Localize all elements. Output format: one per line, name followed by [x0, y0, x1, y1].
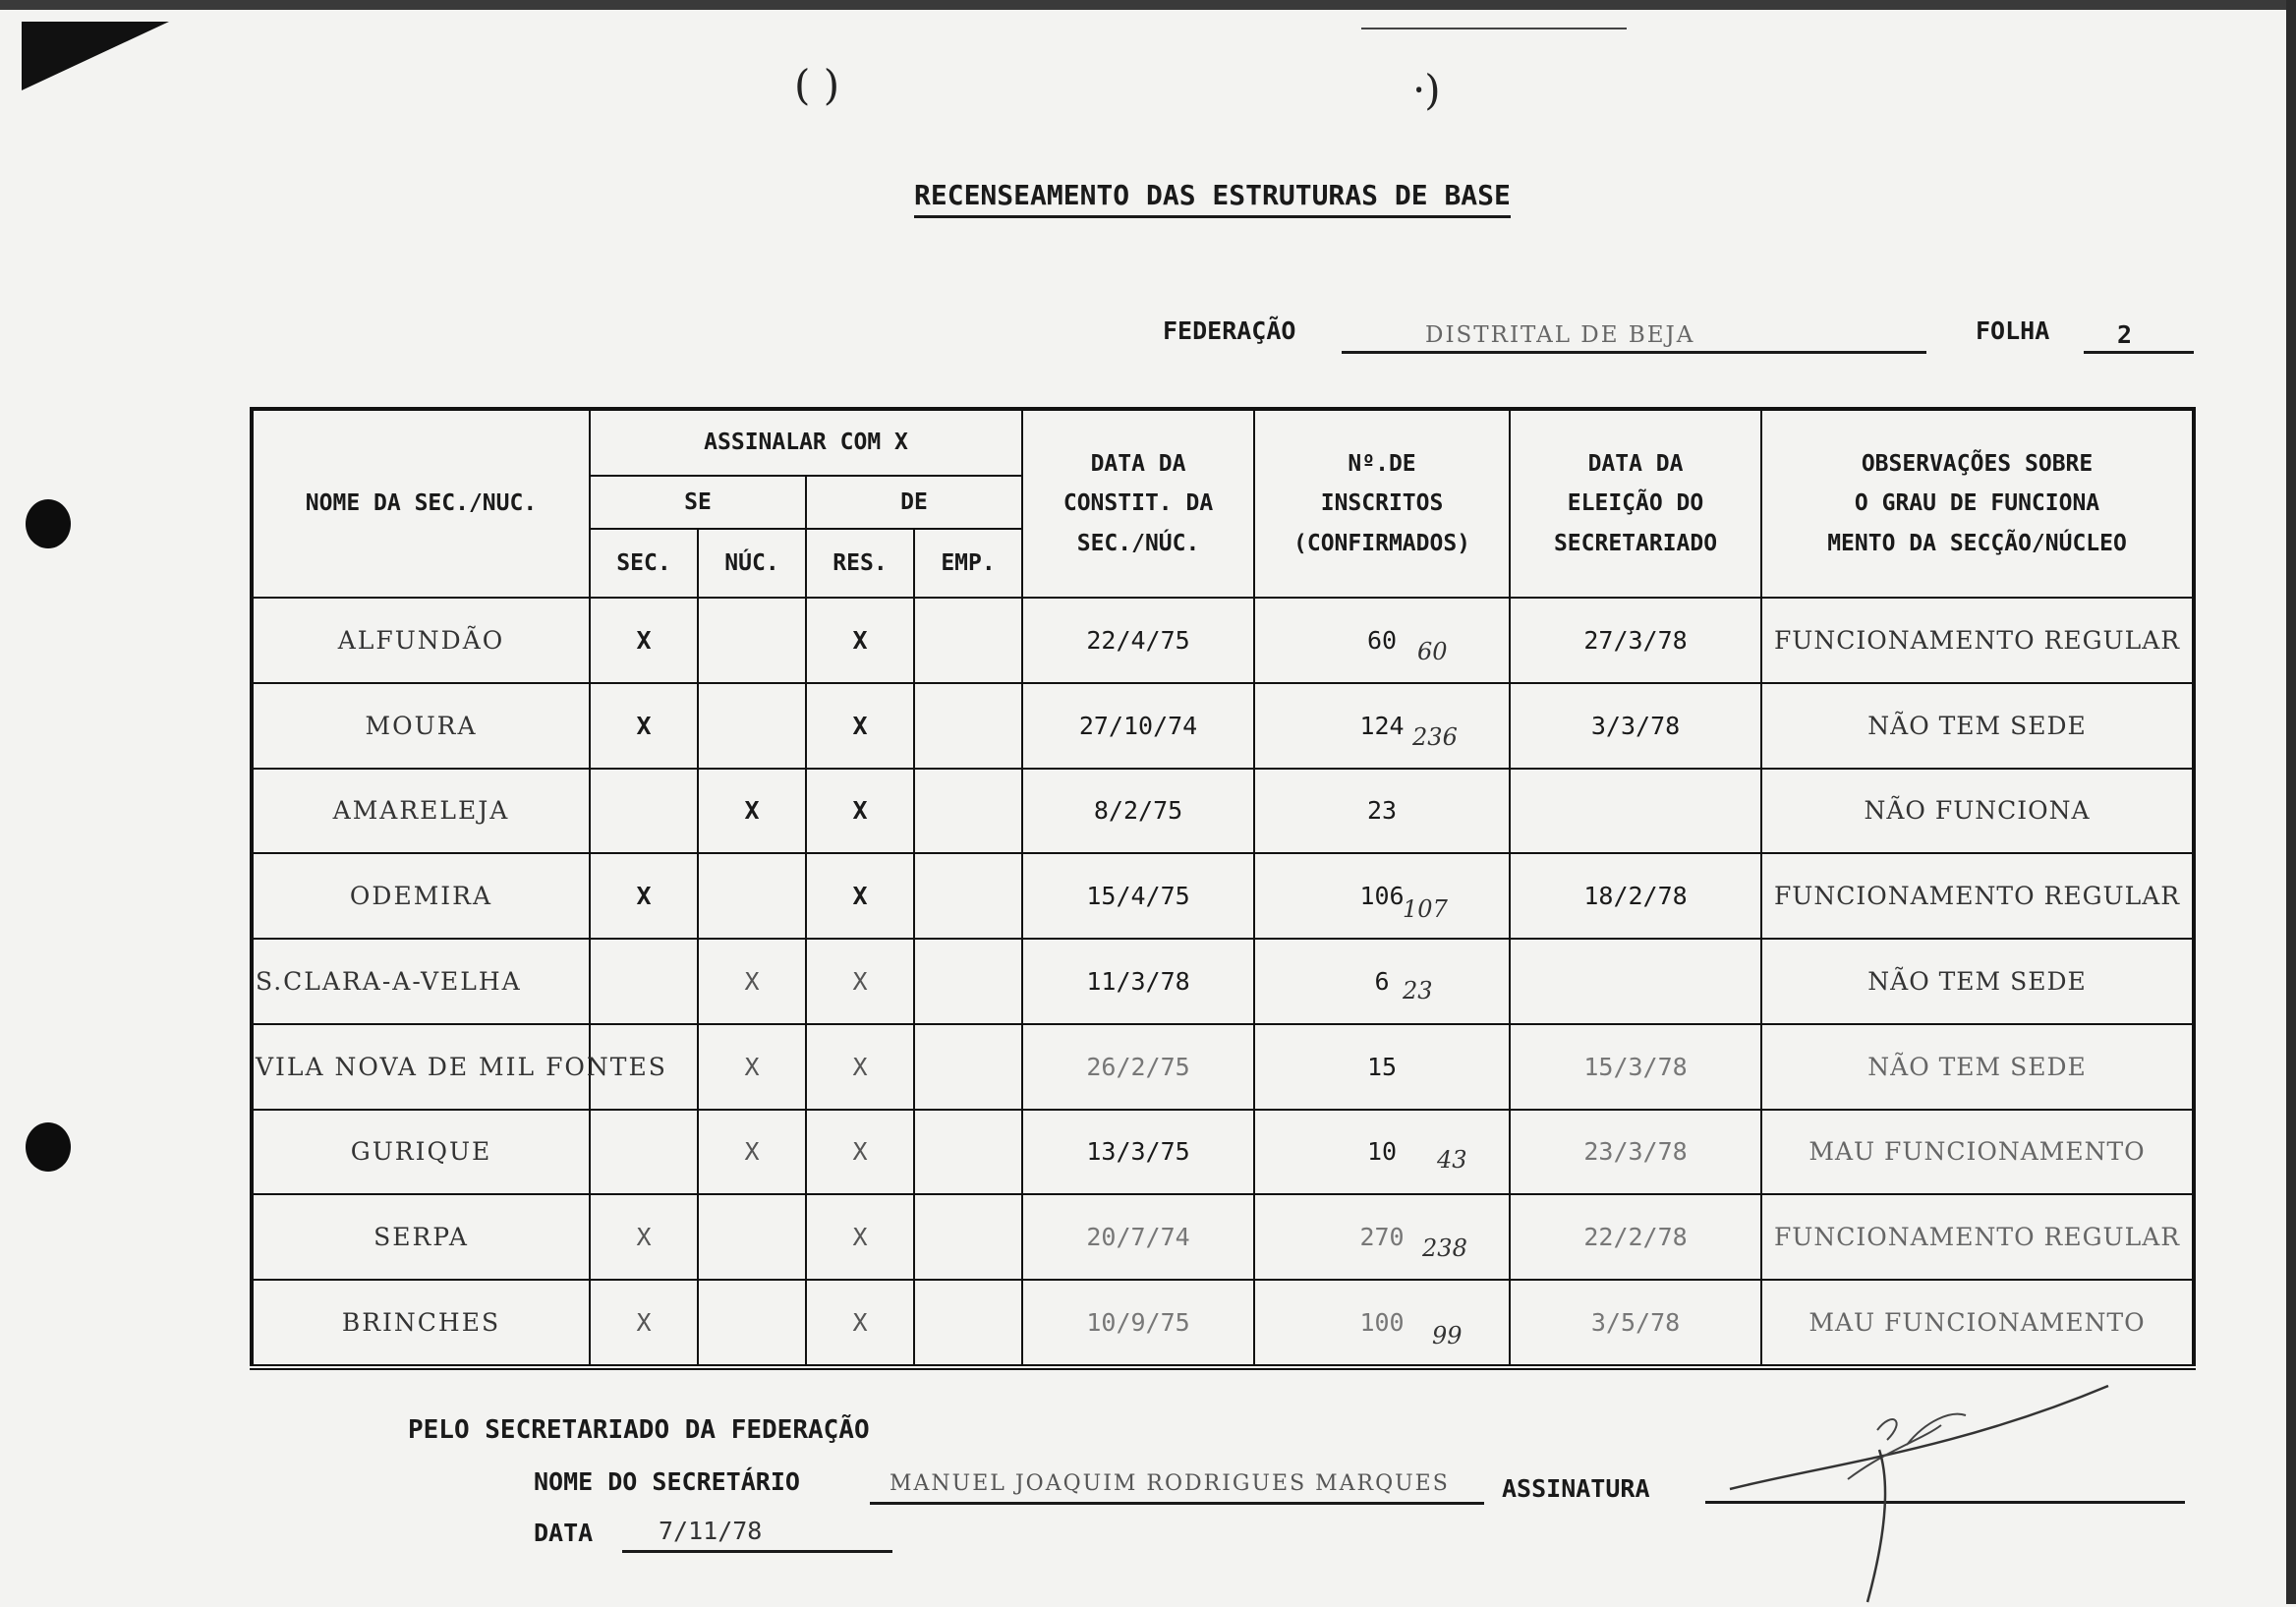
header-nuc: NÚC. — [698, 529, 806, 598]
cell-nuc — [698, 1280, 806, 1367]
cell-emp — [914, 1280, 1022, 1367]
inscritos-value: 60 — [1366, 625, 1398, 655]
folha-label: FOLHA — [1976, 316, 2050, 345]
inscritos-value: 23 — [1366, 796, 1398, 826]
cell-sec: X — [590, 1280, 698, 1367]
cell-sec: X — [590, 1194, 698, 1280]
header-inscritos — [1254, 409, 1510, 598]
inscritos-value: 124 — [1359, 711, 1405, 740]
cell-emp — [914, 1110, 1022, 1195]
table-row — [252, 939, 2194, 1024]
cell-eleicao: 15/3/78 — [1510, 1024, 1761, 1110]
scan-top-edge — [0, 0, 2296, 10]
inscritos-value: 106 — [1359, 882, 1405, 911]
cell-nuc: X — [698, 1024, 806, 1110]
secretario-value: MANUEL JOAQUIM RODRIGUES MARQUES — [890, 1471, 1450, 1496]
cell-observacoes: FUNCIONAMENTO REGULAR — [1761, 1194, 2194, 1280]
header-observacoes — [1761, 409, 2194, 598]
folha-underline — [2084, 351, 2194, 354]
cell-nome: S.CLARA-A-VELHA — [252, 939, 590, 1024]
cell-sec — [590, 939, 698, 1024]
handwritten-note: 60 — [1417, 638, 1448, 665]
cell-observacoes: NÃO FUNCIONA — [1761, 769, 2194, 854]
cell-res: X — [806, 1024, 914, 1110]
cell-nome: MOURA — [252, 683, 590, 769]
handwritten-note: 43 — [1437, 1145, 1467, 1174]
cell-nuc: X — [698, 769, 806, 854]
secretario-underline — [870, 1502, 1484, 1505]
header-text: MENTO DA SECÇÃO/NÚCLEO — [1827, 530, 2127, 556]
scan-line — [1361, 28, 1627, 29]
inscritos-value: 270 — [1359, 1223, 1405, 1252]
cell-eleicao — [1510, 769, 1761, 854]
cell-res: X — [806, 683, 914, 769]
table-row — [252, 1024, 2194, 1110]
cell-nuc: X — [698, 1110, 806, 1195]
cell-inscritos — [1254, 769, 1510, 854]
cell-emp — [914, 1194, 1022, 1280]
cell-inscritos — [1254, 1024, 1510, 1110]
cell-nome: ALFUNDÃO — [252, 598, 590, 683]
cell-observacoes: MAU FUNCIONAMENTO — [1761, 1110, 2194, 1195]
cell-emp — [914, 1024, 1022, 1110]
inscritos-value: 100 — [1359, 1308, 1405, 1338]
header-text: ELEIÇÃO DO — [1567, 490, 1704, 517]
handwritten-signature — [1710, 1381, 2123, 1607]
header-text: Nº.DE — [1348, 451, 1416, 478]
cell-sec: X — [590, 683, 698, 769]
punch-hole — [26, 1122, 71, 1172]
cell-nuc — [698, 598, 806, 683]
header-data-constit — [1022, 409, 1254, 598]
table-row — [252, 683, 2194, 769]
cell-nuc: X — [698, 939, 806, 1024]
table-row — [252, 1194, 2194, 1280]
cell-emp — [914, 598, 1022, 683]
header-text: (CONFIRMADOS) — [1293, 530, 1471, 556]
header-nome: NOME DA SEC./NUC. — [252, 409, 590, 598]
cell-emp — [914, 683, 1022, 769]
cell-eleicao: 3/5/78 — [1510, 1280, 1761, 1367]
header-emp: EMP. — [914, 529, 1022, 598]
cell-nuc — [698, 683, 806, 769]
cell-data-constit: 27/10/74 — [1022, 683, 1254, 769]
header-text: SECRETARIADO — [1553, 530, 1718, 556]
header-text: INSCRITOS — [1320, 490, 1444, 517]
cell-observacoes: NÃO TEM SEDE — [1761, 1024, 2194, 1110]
cell-observacoes: FUNCIONAMENTO REGULAR — [1761, 853, 2194, 939]
header-de: DE — [806, 476, 1022, 529]
cell-inscritos — [1254, 683, 1510, 769]
scan-artifact: ( ) — [794, 61, 840, 109]
cell-nome: VILA NOVA DE MIL FONTES — [252, 1024, 590, 1110]
cell-data-constit: 22/4/75 — [1022, 598, 1254, 683]
cell-emp — [914, 769, 1022, 854]
punch-hole — [26, 499, 71, 548]
census-table — [250, 407, 2196, 1370]
scan-right-edge — [2286, 0, 2296, 1604]
header-text: OBSERVAÇÕES SOBRE — [1861, 451, 2094, 478]
handwritten-note: 23 — [1403, 977, 1433, 1005]
cell-inscritos — [1254, 1194, 1510, 1280]
cell-inscritos — [1254, 939, 1510, 1024]
header-text: DATA DA — [1090, 451, 1186, 478]
cell-res: X — [806, 1194, 914, 1280]
cell-eleicao: 3/3/78 — [1510, 683, 1761, 769]
cell-emp — [914, 939, 1022, 1024]
cell-res: X — [806, 939, 914, 1024]
footer-pelo-secretariado: PELO SECRETARIADO DA FEDERAÇÃO — [408, 1415, 870, 1445]
cell-nuc — [698, 1194, 806, 1280]
cell-res: X — [806, 853, 914, 939]
federacao-value: DISTRITAL DE BEJA — [1425, 322, 1695, 348]
cell-data-constit: 8/2/75 — [1022, 769, 1254, 854]
header-se: SE — [590, 476, 806, 529]
data-value: 7/11/78 — [659, 1517, 763, 1545]
table-row — [252, 1280, 2194, 1367]
cell-observacoes: MAU FUNCIONAMENTO — [1761, 1280, 2194, 1367]
cell-nome: AMARELEJA — [252, 769, 590, 854]
cell-sec: X — [590, 853, 698, 939]
cell-nome: ODEMIRA — [252, 853, 590, 939]
scan-corner-mark — [22, 22, 169, 90]
inscritos-value: 15 — [1366, 1052, 1398, 1081]
cell-sec — [590, 1110, 698, 1195]
cell-emp — [914, 853, 1022, 939]
header-sec: SEC. — [590, 529, 698, 598]
cell-nome: GURIQUE — [252, 1110, 590, 1195]
cell-eleicao: 22/2/78 — [1510, 1194, 1761, 1280]
cell-sec: X — [590, 598, 698, 683]
cell-nome: BRINCHES — [252, 1280, 590, 1367]
cell-eleicao — [1510, 939, 1761, 1024]
cell-data-constit: 15/4/75 — [1022, 853, 1254, 939]
header-text: DATA DA — [1587, 451, 1684, 478]
header-text: O GRAU DE FUNCIONA — [1854, 490, 2100, 517]
federacao-label: FEDERAÇÃO — [1163, 316, 1296, 345]
document-title: RECENSEAMENTO DAS ESTRUTURAS DE BASE — [914, 179, 1511, 218]
inscritos-value: 6 — [1374, 966, 1390, 996]
handwritten-note: 236 — [1412, 722, 1458, 751]
cell-observacoes: NÃO TEM SEDE — [1761, 683, 2194, 769]
table-row — [252, 598, 2194, 683]
cell-observacoes: FUNCIONAMENTO REGULAR — [1761, 598, 2194, 683]
secretario-label: NOME DO SECRETÁRIO — [534, 1467, 800, 1496]
federacao-underline — [1342, 351, 1926, 354]
cell-inscritos — [1254, 853, 1510, 939]
header-text: SEC./NÚC. — [1076, 530, 1200, 556]
table-row — [252, 1110, 2194, 1195]
cell-inscritos — [1254, 1110, 1510, 1195]
handwritten-note: 107 — [1403, 895, 1448, 924]
cell-data-constit: 26/2/75 — [1022, 1024, 1254, 1110]
cell-res: X — [806, 1280, 914, 1367]
cell-eleicao: 18/2/78 — [1510, 853, 1761, 939]
cell-data-constit: 13/3/75 — [1022, 1110, 1254, 1195]
header-res: RES. — [806, 529, 914, 598]
cell-data-constit: 11/3/78 — [1022, 939, 1254, 1024]
cell-inscritos — [1254, 1280, 1510, 1367]
cell-eleicao: 27/3/78 — [1510, 598, 1761, 683]
header-text: CONSTIT. DA — [1062, 490, 1214, 517]
table-row — [252, 853, 2194, 939]
folha-value: 2 — [2117, 320, 2133, 349]
cell-data-constit: 10/9/75 — [1022, 1280, 1254, 1367]
header-eleicao — [1510, 409, 1761, 598]
cell-res: X — [806, 769, 914, 854]
cell-res: X — [806, 1110, 914, 1195]
scan-artifact: ⸱) — [1413, 66, 1441, 114]
cell-res: X — [806, 598, 914, 683]
data-label: DATA — [534, 1519, 594, 1547]
cell-nuc — [698, 853, 806, 939]
data-underline — [622, 1550, 892, 1553]
cell-data-constit: 20/7/74 — [1022, 1194, 1254, 1280]
header-assinalar: ASSINALAR COM X — [590, 409, 1022, 476]
cell-eleicao: 23/3/78 — [1510, 1110, 1761, 1195]
assinatura-label: ASSINATURA — [1502, 1474, 1650, 1503]
cell-nome: SERPA — [252, 1194, 590, 1280]
cell-sec — [590, 769, 698, 854]
handwritten-note: 99 — [1432, 1322, 1463, 1350]
inscritos-value: 10 — [1366, 1137, 1398, 1167]
handwritten-note: 238 — [1422, 1234, 1467, 1263]
cell-observacoes: NÃO TEM SEDE — [1761, 939, 2194, 1024]
cell-inscritos — [1254, 598, 1510, 683]
table-row — [252, 769, 2194, 854]
